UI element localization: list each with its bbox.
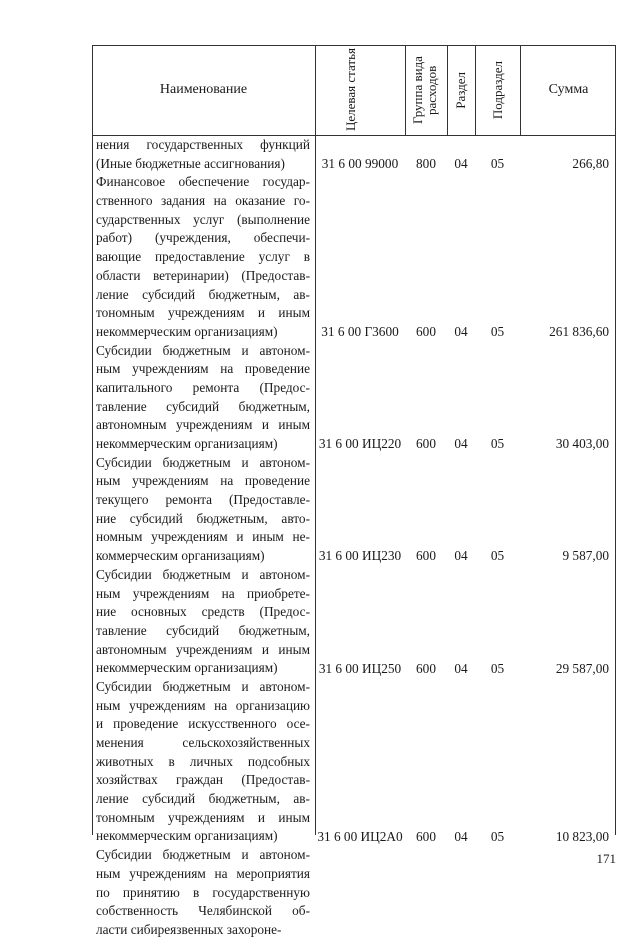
row-subsection: 05 (490, 436, 505, 452)
row-target-article: 31 6 00 ИЦ2А0 (317, 828, 403, 844)
row-name-line: вающие предоставление услуг в (96, 249, 310, 265)
row-subsection: 05 (490, 660, 505, 676)
row-name-line: работ) (учреждения, обеспечи- (96, 230, 310, 246)
row-name-line: текущего ремонта (Предоставле- (96, 492, 310, 508)
row-name-line: сударственных услуг (выполнение (96, 211, 310, 227)
name-column (96, 136, 310, 940)
row-name-line: (Иные бюджетные ассигнования) (96, 155, 285, 171)
row-name-line: Субсидии бюджетным и автоном- (96, 678, 310, 694)
row-name-line: ласти сибиреязвенных захороне- (96, 921, 282, 937)
row-name-line: ным учреждениям на организацию (96, 697, 310, 713)
row-target-article: 31 6 00 ИЦ230 (318, 548, 402, 564)
row-expense-group: 600 (416, 828, 436, 844)
row-amount: 30 403,00 (555, 436, 609, 452)
row-target-article: 31 6 00 99000 (321, 155, 399, 171)
row-section: 04 (454, 660, 468, 676)
row-name-line: некоммерческим организациям) (96, 436, 278, 451)
row-name-line: ние основных средств (Предос- (96, 604, 310, 620)
row-name-line: тономным учреждениям и иным (96, 305, 310, 321)
row-target-article: 31 6 00 ИЦ250 (318, 660, 402, 676)
row-section: 04 (454, 324, 468, 339)
row-amount: 29 587,00 (555, 660, 609, 676)
header-target-article (315, 45, 405, 135)
row-expense-group: 800 (416, 155, 436, 171)
row-name-line: некоммерческим организациям) (96, 323, 278, 339)
row-name-line: тавление субсидий бюджетным, (96, 398, 310, 414)
row-target-article: 31 6 00 ИЦ220 (318, 436, 402, 452)
row-name-line: ние субсидий бюджетным, авто- (96, 510, 310, 526)
row-name-line: животных в личных подсобных (96, 753, 310, 769)
header-name: Наименование (159, 82, 248, 97)
row-expense-group: 600 (416, 548, 436, 564)
row-section: 04 (454, 436, 468, 452)
header-target-article-label: Целевая статья (343, 48, 358, 132)
header-section (447, 45, 475, 135)
row-subsection: 05 (490, 324, 505, 339)
header-amount: Сумма (548, 82, 589, 97)
row-name-line: менения сельскохозяйственных (96, 735, 310, 750)
row-name-line: ственного задания на оказание го- (96, 193, 310, 209)
row-name-line: Финансовое обеспечение государ- (96, 174, 310, 190)
row-amount: 10 823,00 (555, 828, 609, 844)
row-name-line: ным учреждениям на мероприятия (96, 865, 310, 881)
row-amount: 266,80 (572, 155, 609, 171)
row-name-line: номным учреждениям и иным не- (96, 529, 310, 545)
row-name-line: хозяйствах граждан (Предостав- (96, 772, 310, 788)
row-name-line: ление субсидий бюджетным, ав- (96, 791, 310, 807)
page-number: 171 (596, 851, 616, 866)
row-name-line: ным учреждениям на проведение (96, 361, 310, 377)
table-right-border (615, 45, 616, 835)
row-name-line: некоммерческим организациям) (96, 660, 278, 676)
header-expense-group-label: Группа вида расходов (410, 56, 439, 124)
row-target-article: 31 6 00 Г3600 (321, 324, 399, 339)
row-name-line: Субсидии бюджетным и автоном- (96, 454, 310, 470)
row-subsection: 05 (490, 828, 505, 844)
row-name-line: Субсидии бюджетным и автоном- (96, 342, 310, 358)
row-expense-group: 600 (416, 660, 436, 676)
header-subsection-label: Подраздел (489, 60, 505, 120)
row-section: 04 (454, 548, 468, 564)
row-name-line: коммерческим организациям) (96, 548, 265, 564)
header-section-label: Раздел (453, 71, 468, 109)
table-left-border (92, 45, 93, 835)
row-expense-group: 600 (416, 436, 436, 452)
column-divider (520, 45, 521, 135)
row-amount: 9 587,00 (562, 548, 609, 564)
row-section: 04 (454, 828, 468, 844)
row-name-line: автономным учреждениям и иным (96, 641, 310, 657)
header-subsection (475, 45, 520, 135)
row-name-line: капитального ремонта (Предос- (96, 379, 310, 395)
row-name-line: области ветеринарии) (Предостав- (96, 267, 310, 283)
row-name-line: ным учреждениям на приобрете- (96, 585, 310, 601)
row-name-line: Субсидии бюджетным и автоном- (96, 847, 310, 863)
row-expense-group: 600 (416, 324, 436, 339)
row-subsection: 05 (490, 548, 505, 564)
row-subsection: 05 (490, 155, 505, 171)
row-name-line: и проведение искусственного осе- (96, 716, 310, 732)
row-name-line: по принятию в государственную (96, 884, 310, 900)
row-name-line: Субсидии бюджетным и автоном- (96, 566, 310, 582)
row-name-line: собственность Челябинской об- (96, 903, 310, 919)
row-name-line: автономным учреждениям и иным (96, 417, 310, 433)
header-expense-group (405, 45, 447, 135)
row-name-line: тономным учреждениям и иным (96, 809, 310, 825)
row-name-line: тавление субсидий бюджетным, (96, 622, 310, 638)
row-amount: 261 836,60 (549, 324, 609, 339)
row-name-line: нения государственных функций (96, 137, 310, 152)
row-name-line: некоммерческим организациям) (96, 828, 278, 844)
row-name-line: ным учреждениям на проведение (96, 473, 310, 489)
row-name-line: ление субсидий бюджетным, ав- (96, 286, 310, 302)
row-section: 04 (454, 155, 468, 171)
